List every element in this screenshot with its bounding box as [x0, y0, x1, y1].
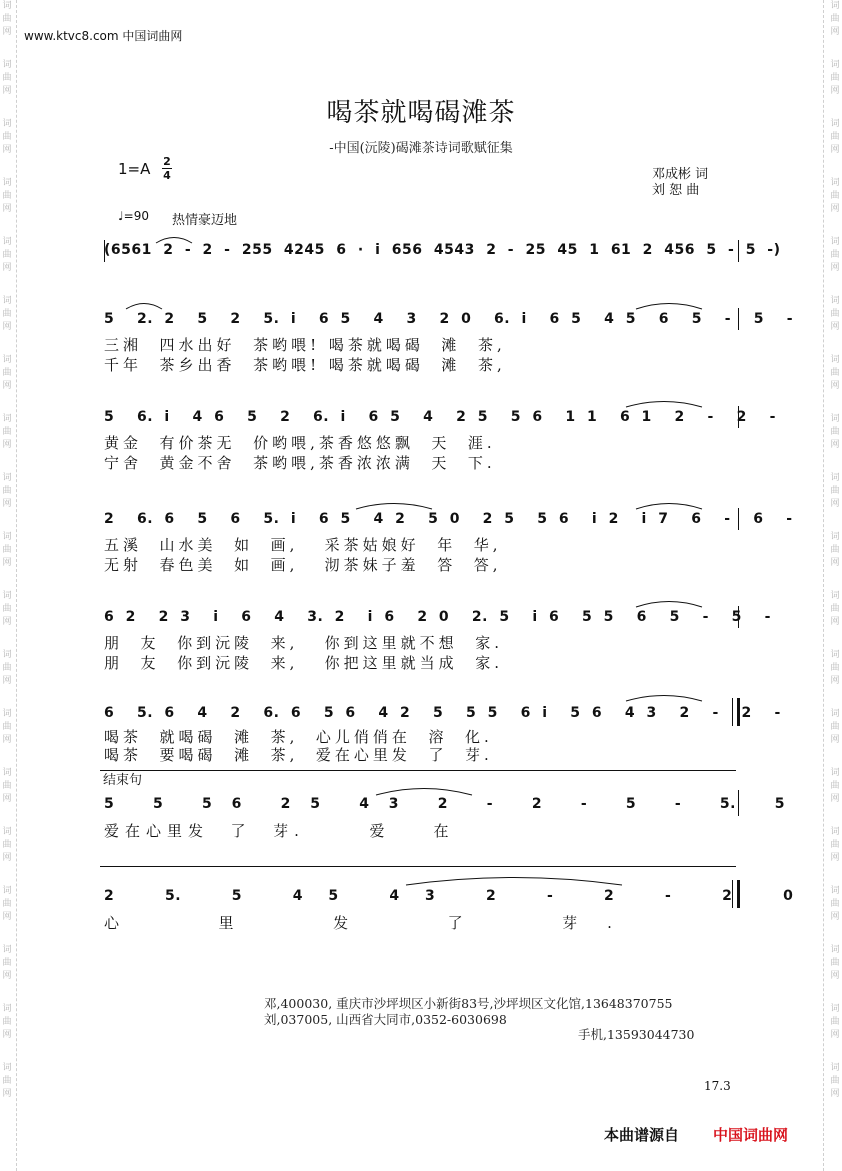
watermark-glyph: 网	[830, 86, 840, 96]
watermark-glyph: 词	[830, 1004, 840, 1014]
row-4-lyrics-1: 朋 友 你到沅陵 来, 你到这里就不想 家.	[104, 634, 503, 652]
watermark-glyph: 词	[2, 237, 12, 247]
watermark-glyph: 网	[2, 322, 12, 332]
watermark-glyph: 网	[830, 204, 840, 214]
watermark-glyph: 词	[830, 1063, 840, 1073]
expression-marking: 热情豪迈地	[172, 213, 238, 228]
watermark-group	[1, 472, 13, 531]
slur-mark	[624, 692, 704, 702]
watermark-glyph: 网	[830, 381, 840, 391]
watermark-group	[1, 708, 13, 767]
watermark-glyph: 网	[2, 145, 12, 155]
slur-mark	[634, 300, 704, 310]
watermark-group	[829, 354, 841, 413]
watermark-group	[1, 1062, 13, 1121]
watermark-glyph: 曲	[2, 899, 12, 909]
watermark-group	[829, 472, 841, 531]
watermark-glyph: 网	[830, 735, 840, 745]
watermark-group	[829, 177, 841, 236]
watermark-glyph: 词	[830, 119, 840, 129]
watermark-group	[1, 413, 13, 472]
watermark-group	[1, 0, 13, 59]
watermark-glyph: 词	[2, 532, 12, 542]
watermark-glyph: 曲	[830, 663, 840, 673]
watermark-glyph: 网	[2, 853, 12, 863]
verse-row-4	[104, 606, 771, 676]
watermark-group	[1, 1003, 13, 1062]
watermark-group	[829, 590, 841, 649]
watermark-glyph: 词	[830, 1, 840, 11]
row-3-lyrics-1: 五溪 山水美 如 画, 采茶姑娘好 年 华,	[104, 536, 502, 554]
verse-row-1	[104, 308, 794, 378]
watermark-group	[1, 944, 13, 1003]
row-2-melody: 5 6. i 4 6 5 2 6. i 6 5 4 2 5 5 6 1 1 6 1 2 - 2 -	[104, 409, 776, 425]
watermark-glyph: 词	[2, 473, 12, 483]
watermark-glyph: 词	[830, 296, 840, 306]
watermark-glyph: 词	[2, 178, 12, 188]
watermark-glyph: 曲	[2, 427, 12, 437]
watermark-glyph: 网	[2, 27, 12, 37]
slur-mark	[634, 500, 704, 510]
watermark-glyph: 曲	[830, 1076, 840, 1086]
watermark-group	[829, 531, 841, 590]
slur-mark	[624, 398, 704, 408]
watermark-glyph: 词	[2, 768, 12, 778]
watermark-glyph: 词	[830, 650, 840, 660]
footer-brand-link[interactable]: 中国词曲网	[713, 1126, 789, 1144]
watermark-glyph: 曲	[830, 722, 840, 732]
watermark-glyph: 词	[830, 886, 840, 896]
watermark-glyph: 曲	[2, 14, 12, 24]
watermark-glyph: 曲	[830, 899, 840, 909]
coda-row-1-melody: 5 5 5 6 2 5 4 3 2 - 2 - 5 - 5. 5	[104, 796, 785, 812]
watermark-glyph: 词	[830, 532, 840, 542]
coda-label: 结束句	[103, 773, 143, 788]
watermark-glyph: 词	[830, 473, 840, 483]
watermark-glyph: 网	[830, 558, 840, 568]
tempo-marking: ♩=90	[118, 209, 149, 223]
watermark-glyph: 词	[2, 1, 12, 11]
watermark-glyph: 网	[830, 794, 840, 804]
row-1-melody: 5 2. 2 5 2 5. i 6 5 4 3 2 0 6. i 6 5 4 5 6 5 - 5 -	[104, 311, 794, 327]
watermark-group	[1, 649, 13, 708]
coda-row-1	[104, 794, 785, 844]
watermark-glyph: 网	[2, 204, 12, 214]
row-1-lyrics-2: 千年 茶乡出香 茶哟喂! 喝茶就喝碣 滩 茶,	[104, 356, 506, 374]
watermark-glyph: 网	[830, 499, 840, 509]
right-watermark-strip	[828, 0, 842, 1171]
watermark-group	[1, 295, 13, 354]
watermark-glyph: 曲	[830, 604, 840, 614]
watermark-group	[829, 1062, 841, 1121]
slur-mark	[354, 500, 434, 510]
watermark-glyph: 网	[2, 263, 12, 273]
watermark-glyph: 曲	[830, 545, 840, 555]
slur-mark	[634, 598, 704, 608]
lyricist-credit: 邓成彬 词	[652, 167, 709, 182]
watermark-glyph: 曲	[2, 663, 12, 673]
watermark-group	[1, 236, 13, 295]
watermark-glyph: 词	[830, 945, 840, 955]
watermark-group	[829, 649, 841, 708]
watermark-glyph: 词	[2, 414, 12, 424]
watermark-glyph: 曲	[2, 958, 12, 968]
row-3-lyrics-2: 无射 春色美 如 画, 沏茶妹子羞 答 答,	[104, 556, 502, 574]
watermark-glyph: 词	[2, 591, 12, 601]
watermark-glyph: 曲	[830, 309, 840, 319]
watermark-glyph: 曲	[2, 486, 12, 496]
watermark-glyph: 网	[830, 617, 840, 627]
watermark-glyph: 网	[2, 86, 12, 96]
watermark-glyph: 词	[2, 650, 12, 660]
contact-line-2: 刘,037005, 山西省大同市,0352-6030698	[264, 1012, 507, 1027]
song-subtitle: -中国(沅陵)碣滩茶诗词歌赋征集	[329, 141, 513, 156]
slur-mark	[124, 300, 164, 310]
watermark-group	[1, 826, 13, 885]
watermark-glyph: 曲	[2, 604, 12, 614]
watermark-glyph: 网	[830, 27, 840, 37]
watermark-glyph: 曲	[2, 840, 12, 850]
row-5-lyrics-2: 喝茶 要喝碣 滩 茶, 爱在心里发 了 芽.	[104, 746, 493, 764]
slur-mark	[374, 784, 474, 796]
composer-credit: 刘 恕 曲	[652, 183, 700, 198]
watermark-glyph: 网	[2, 912, 12, 922]
coda-row-2	[104, 886, 794, 936]
watermark-group	[829, 767, 841, 826]
watermark-glyph: 曲	[830, 781, 840, 791]
watermark-glyph: 曲	[830, 250, 840, 260]
watermark-glyph: 词	[830, 237, 840, 247]
watermark-glyph: 词	[830, 178, 840, 188]
watermark-glyph: 曲	[830, 368, 840, 378]
watermark-glyph: 曲	[2, 1017, 12, 1027]
watermark-glyph: 词	[2, 709, 12, 719]
watermark-glyph: 网	[830, 145, 840, 155]
watermark-glyph: 词	[830, 60, 840, 70]
row-2-lyrics-1: 黄金 有价茶无 价哟喂,茶香悠悠飘 天 涯.	[104, 434, 496, 452]
slur-mark	[404, 874, 624, 886]
watermark-glyph: 曲	[2, 250, 12, 260]
right-margin-line	[823, 0, 824, 1171]
watermark-glyph: 曲	[830, 132, 840, 142]
watermark-glyph: 词	[830, 827, 840, 837]
contact-line-1: 邓,400030, 重庆市沙坪坝区小新街83号,沙坪坝区文化馆,13648370755	[264, 996, 673, 1011]
coda-row-2-lyrics: 心 里 发 了 芽.	[104, 914, 642, 932]
watermark-glyph: 网	[2, 440, 12, 450]
watermark-group	[1, 767, 13, 826]
watermark-glyph: 曲	[830, 1017, 840, 1027]
watermark-glyph: 网	[830, 1030, 840, 1040]
left-watermark-strip	[0, 0, 14, 1171]
watermark-glyph: 网	[2, 1030, 12, 1040]
site-header[interactable]: www.ktvc8.com 中国词曲网	[24, 29, 183, 43]
row-4-melody: 6 2 2 3 i 6 4 3. 2 i 6 2 0 2. 5 i 6 5 5 6 5 - 5 -	[104, 609, 771, 625]
watermark-group	[829, 413, 841, 472]
watermark-glyph: 网	[2, 617, 12, 627]
coda-bracket-middle	[100, 866, 736, 867]
watermark-glyph: 网	[830, 912, 840, 922]
verse-row-3	[104, 508, 793, 578]
watermark-group	[1, 177, 13, 236]
watermark-group	[829, 1003, 841, 1062]
watermark-glyph: 词	[2, 119, 12, 129]
page-number: 17.3	[704, 1079, 731, 1093]
watermark-glyph: 曲	[830, 14, 840, 24]
time-signature-top: 2	[163, 155, 171, 168]
watermark-glyph: 网	[830, 322, 840, 332]
watermark-group	[829, 944, 841, 1003]
watermark-glyph: 词	[2, 886, 12, 896]
coda-row-1-lyrics: 爱在心里发 了 芽. 爱 在	[104, 822, 455, 840]
watermark-glyph: 网	[830, 853, 840, 863]
song-title: 喝茶就喝碣滩茶	[326, 98, 516, 128]
watermark-glyph: 曲	[2, 132, 12, 142]
watermark-glyph: 词	[830, 591, 840, 601]
verse-row-2	[104, 406, 776, 476]
watermark-glyph: 曲	[830, 191, 840, 201]
watermark-glyph: 网	[2, 558, 12, 568]
watermark-group	[1, 885, 13, 944]
watermark-group	[829, 826, 841, 885]
watermark-glyph: 网	[2, 676, 12, 686]
watermark-glyph: 网	[830, 1089, 840, 1099]
slur-mark	[154, 234, 194, 244]
watermark-glyph: 曲	[830, 427, 840, 437]
watermark-group	[829, 708, 841, 767]
key-signature: 1=A	[118, 160, 151, 178]
watermark-glyph: 曲	[2, 722, 12, 732]
watermark-group	[829, 885, 841, 944]
watermark-glyph: 词	[2, 945, 12, 955]
watermark-glyph: 词	[830, 709, 840, 719]
watermark-group	[829, 236, 841, 295]
watermark-glyph: 词	[2, 827, 12, 837]
watermark-glyph: 曲	[2, 545, 12, 555]
watermark-group	[1, 354, 13, 413]
time-signature-bottom: 4	[163, 169, 171, 182]
watermark-glyph: 网	[2, 794, 12, 804]
row-1-lyrics-1: 三湘 四水出好 茶哟喂! 喝茶就喝碣 滩 茶,	[104, 336, 506, 354]
row-2-lyrics-2: 宁舍 黄金不舍 茶哟喂,茶香浓浓满 天 下.	[104, 454, 496, 472]
watermark-glyph: 词	[830, 414, 840, 424]
watermark-group	[1, 531, 13, 590]
watermark-glyph: 曲	[2, 1076, 12, 1086]
coda-bracket-top	[100, 770, 736, 771]
watermark-group	[829, 0, 841, 59]
watermark-glyph: 曲	[830, 73, 840, 83]
verse-row-5	[104, 702, 781, 772]
contact-line-3: 手机,13593044730	[578, 1027, 695, 1042]
watermark-glyph: 网	[2, 1089, 12, 1099]
time-signature	[162, 156, 172, 181]
watermark-glyph: 词	[2, 296, 12, 306]
footer-source-label: 本曲谱源自	[604, 1126, 680, 1144]
coda-row-2-melody: 2 5. 5 4 5 4 3 2 - 2 - 2 0	[104, 888, 794, 904]
watermark-glyph: 网	[2, 499, 12, 509]
watermark-glyph: 网	[2, 381, 12, 391]
watermark-glyph: 曲	[830, 486, 840, 496]
watermark-glyph: 词	[2, 1004, 12, 1014]
watermark-glyph: 曲	[2, 73, 12, 83]
row-4-lyrics-2: 朋 友 你到沅陵 来, 你把这里就当成 家.	[104, 654, 503, 672]
row-5-melody: 6 5. 6 4 2 6. 6 5 6 4 2 5 5 5 6 i 5 6 4 3 2 - 2 -	[104, 705, 781, 721]
watermark-glyph: 网	[830, 440, 840, 450]
watermark-glyph: 曲	[2, 191, 12, 201]
watermark-glyph: 词	[2, 60, 12, 70]
watermark-glyph: 词	[830, 768, 840, 778]
watermark-glyph: 网	[830, 263, 840, 273]
watermark-glyph: 网	[830, 971, 840, 981]
watermark-glyph: 词	[2, 355, 12, 365]
intro-row	[104, 240, 781, 264]
watermark-group	[829, 295, 841, 354]
watermark-glyph: 网	[2, 971, 12, 981]
row-5-lyrics-1: 喝茶 就喝碣 滩 茶, 心儿俏俏在 溶 化.	[104, 728, 493, 746]
watermark-glyph: 网	[2, 735, 12, 745]
watermark-glyph: 词	[830, 355, 840, 365]
intro-melody: (6561 2 - 2 - 255 4245 6 · i 656 4543 2 - 25 45 1 61 2 456 5 - 5 -)	[104, 242, 781, 258]
row-3-melody: 2 6. 6 5 6 5. i 6 5 4 2 5 0 2 5 5 6 i 2 i 7 6 - 6 -	[104, 511, 793, 527]
watermark-glyph: 词	[2, 1063, 12, 1073]
watermark-glyph: 网	[830, 676, 840, 686]
left-margin-line	[16, 0, 17, 1171]
watermark-glyph: 曲	[2, 368, 12, 378]
watermark-glyph: 曲	[2, 781, 12, 791]
watermark-glyph: 曲	[830, 840, 840, 850]
watermark-glyph: 曲	[830, 958, 840, 968]
watermark-group	[1, 590, 13, 649]
watermark-glyph: 曲	[2, 309, 12, 319]
